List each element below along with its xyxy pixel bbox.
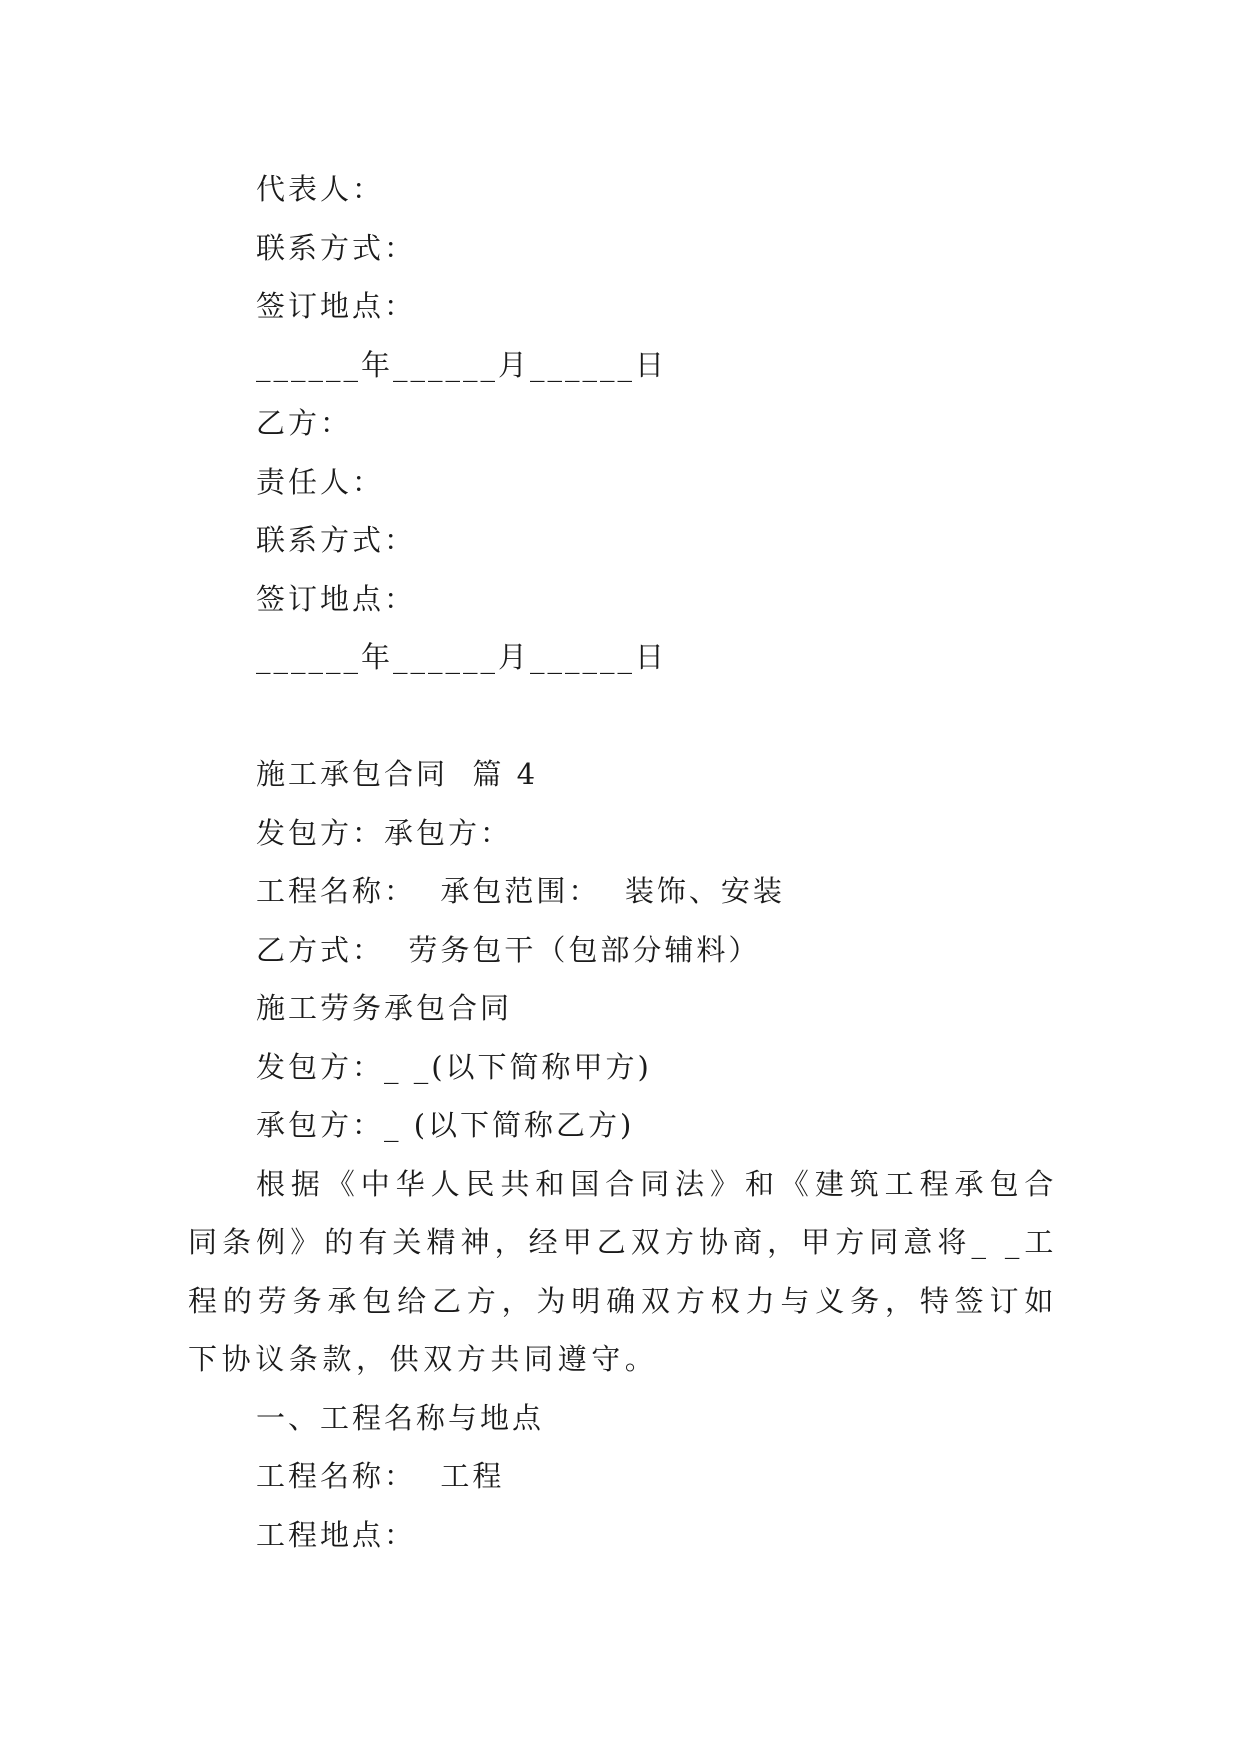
contract-title: 施工承包合同 篇 4	[256, 757, 539, 791]
document-body	[188, 160, 1058, 1564]
project-scope-line: 工程名称： 承包范围： 装饰、安装	[256, 874, 785, 908]
party-b-line: 乙方：	[256, 406, 353, 440]
contact-line: 联系方式：	[256, 230, 417, 265]
sign-place-line: 签订地点：	[256, 289, 417, 323]
method-line: 乙方式： 劳务包干（包部分辅料）	[256, 932, 761, 967]
clause-1-heading: 一、工程名称与地点	[256, 1400, 545, 1435]
responsible-line: 责任人：	[256, 464, 385, 499]
contract-subtitle: 施工劳务承包合同	[256, 991, 513, 1025]
contractor-line: 承包方：_ (以下简称乙方)	[256, 1108, 635, 1142]
project-location-line: 工程地点：	[256, 1517, 417, 1552]
date-line-b: ______年______月______日	[256, 640, 668, 674]
contact-line-b: 联系方式：	[256, 523, 417, 557]
preamble-paragraph: 根据《中华人民共和国合同法》和《建筑工程承包合同条例》的有关精神，经甲乙双方协商，甲方同意将_ _工程的劳务承包给乙方，为明确双方权力与义务，特签订如下协议条款，供双方共同遵守。	[188, 1166, 1058, 1376]
project-name-line: 工程名称： 工程	[256, 1459, 505, 1493]
representative-line: 代表人：	[256, 172, 385, 206]
date-line: ______年______月______日	[256, 347, 668, 382]
employer-line: 发包方：_ _(以下简称甲方)	[256, 1049, 652, 1084]
parties-line: 发包方：承包方：	[256, 815, 513, 850]
section-gap	[188, 687, 1058, 746]
sign-place-line-b: 签订地点：	[256, 581, 417, 616]
